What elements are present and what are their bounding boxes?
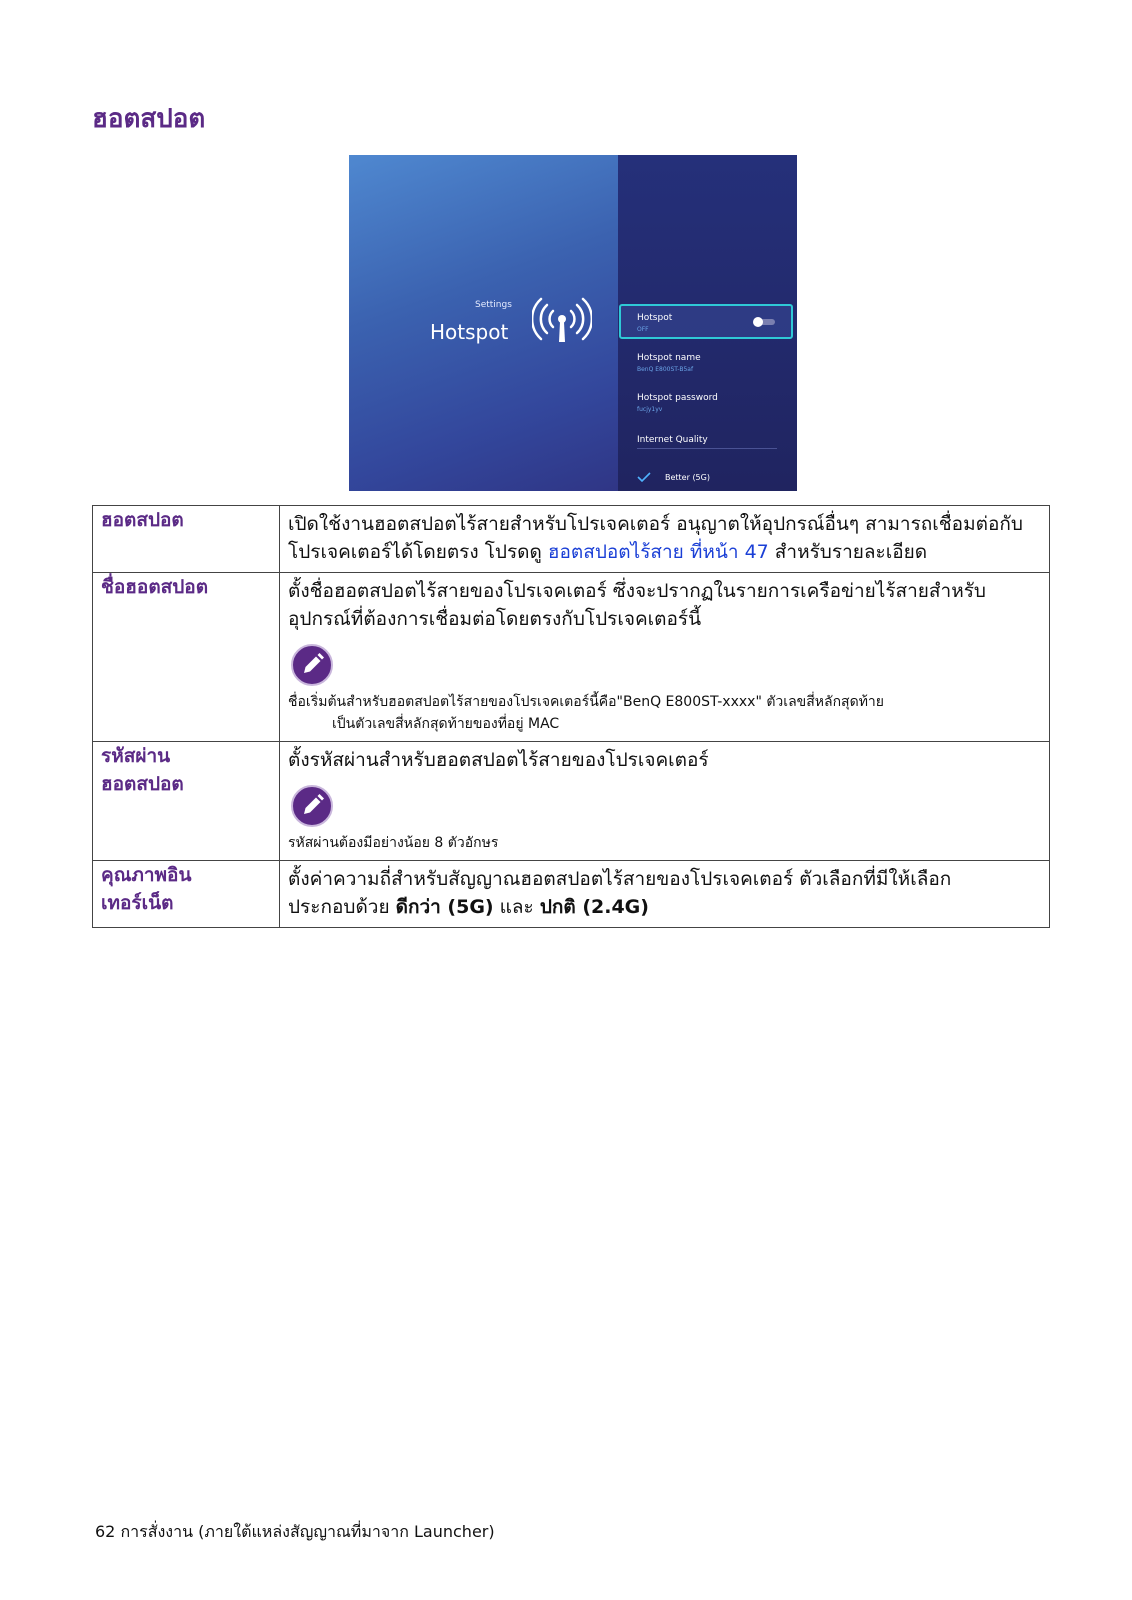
settings-label: Settings xyxy=(475,300,512,310)
label-line: รหัสผ่าน xyxy=(101,745,171,767)
desc-text: สำหรับรายละเอียด xyxy=(768,541,928,563)
desc-text: ตั้งรหัสผ่านสำหรับฮอตสปอตไร้สายของโปรเจคเตอร์ xyxy=(288,749,709,771)
desc-text: ตั้งชื่อฮอตสปอตไร้สายของโปรเจคเตอร์ ซึ่งจะปรากฏในรายการเครือข่ายไร้สายสำหรับอุปกรณ์ที่ต้องการเชื่อมต่อโดยตรงกับโปรเจคเตอร์นี้ xyxy=(288,580,986,630)
row-label-internet-quality xyxy=(93,861,280,928)
table-row xyxy=(93,861,1050,928)
label-line: เทอร์เน็ต xyxy=(101,892,174,914)
option-better-5g: ดีกว่า (5G) xyxy=(395,896,494,918)
note-line: ชื่อเริ่มต้นสำหรับฮอตสปอตไร้สายของโปรเจคเตอร์นี้คือ"BenQ E800ST-xxxx" ตัวเลขสี่หลักสุดท้าย xyxy=(288,694,884,710)
hotspot-item-label: Hotspot xyxy=(637,313,673,323)
pencil-note-icon xyxy=(290,643,334,687)
hotspot-item-value: OFF xyxy=(637,326,649,333)
desc-text: ตั้งค่าความถี่สำหรับสัญญาณฮอตสปอตไร้สายของโปรเจคเตอร์ ตัวเลือกที่มีให้เลือก xyxy=(288,868,952,890)
label-line: คุณภาพอิน xyxy=(101,864,192,886)
option-normal-24g: ปกติ (2.4G) xyxy=(539,896,649,918)
row-label-hotspot-password xyxy=(93,742,280,861)
check-icon xyxy=(637,472,651,482)
divider xyxy=(637,448,777,449)
pencil-note-icon xyxy=(290,784,334,828)
row-desc-hotspot-password xyxy=(280,742,1050,861)
desc-text: และ xyxy=(493,896,540,918)
hotspot-switch[interactable] xyxy=(753,318,775,326)
row-desc-hotspot-name xyxy=(280,573,1050,742)
internet-quality-label[interactable]: Internet Quality xyxy=(637,435,708,445)
wireless-hotspot-link[interactable]: ฮอตสปอตไร้สาย ที่หน้า 47 xyxy=(547,541,769,563)
row-desc-internet-quality xyxy=(280,861,1050,928)
hotspot-password-value: fucjy1yv xyxy=(637,406,663,413)
row-label-hotspot: ฮอตสปอต xyxy=(93,506,280,573)
row-label-hotspot-name: ชื่อฮอตสปอต xyxy=(93,573,280,742)
note-text xyxy=(288,691,1041,735)
hotspot-screenshot xyxy=(349,155,797,491)
page-title: ฮอตสปอต xyxy=(92,104,206,134)
page-footer: 62 การสั่งงาน (ภายใต้แหล่งสัญญาณที่มาจาก Launcher) xyxy=(95,1522,495,1541)
label-line: ฮอตสปอต xyxy=(101,773,184,795)
hotspot-name-value: BenQ E800ST-B5af xyxy=(637,366,694,373)
note-text: รหัสผ่านต้องมีอย่างน้อย 8 ตัวอักษร xyxy=(288,835,499,851)
note-line: เป็นตัวเลขสี่หลักสุดท้ายของที่อยู่ MAC xyxy=(332,716,560,732)
row-desc-hotspot xyxy=(280,506,1050,573)
hotspot-password-label[interactable]: Hotspot password xyxy=(637,393,718,403)
table-row xyxy=(93,506,1050,573)
quality-option-better[interactable]: Better (5G) xyxy=(665,473,710,482)
hotspot-heading: Hotspot xyxy=(430,320,509,344)
table-row xyxy=(93,742,1050,861)
desc-text xyxy=(288,893,1041,921)
hotspot-settings-table xyxy=(92,505,1050,928)
desc-text: เปิดใช้งานฮอตสปอตไร้สายสำหรับโปรเจคเตอร์ อนุญาตให้อุปกรณ์อื่นๆ สามารถเชื่อมต่อกับโปรเจคเตอร์ได้โดยตรง โปรดดู xyxy=(288,513,1023,563)
wifi-signal-icon xyxy=(532,294,592,344)
desc-text: ประกอบด้วย xyxy=(288,896,396,918)
table-row xyxy=(93,573,1050,742)
hotspot-name-label[interactable]: Hotspot name xyxy=(637,353,701,363)
